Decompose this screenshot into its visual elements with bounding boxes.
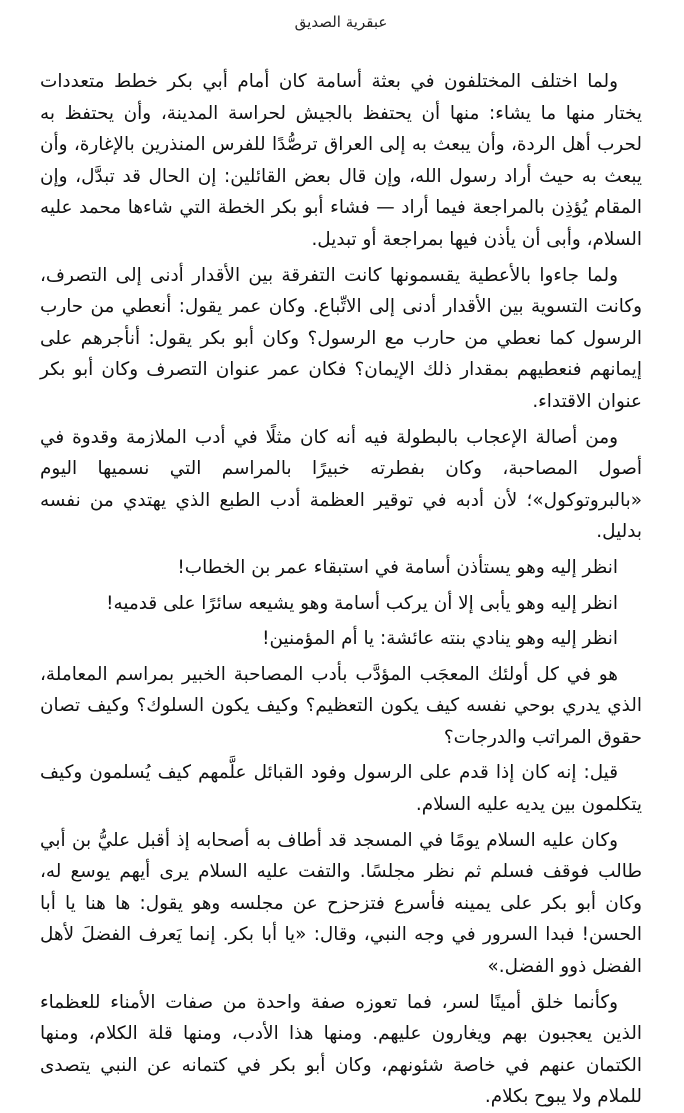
paragraph-look-1: انظر إليه وهو يستأذن أسامة في استبقاء عمر بن الخطاب! — [177, 556, 618, 578]
paragraph-delegations: قيل: إنه كان إذا قدم على الرسول وفود القبائل علَّمهم كيف يُسلمون وكيف يتكلمون بين يديه عليه السلام. — [40, 762, 642, 816]
paragraph-ali-seat: وكان عليه السلام يومًا في المسجد قد أطاف به أصحابه إذ أقبل عليُّ بن أبي طالب فوقف فسلم ثم نظر مجلسًا. والتفت عليه السلام يرى أيهم يوسع له، وكان أبو بكر على يمينه فأسرع فتزحزح عن مجلسه وهو يقول: ها هنا يا أبا الحسن! فبدا السرور في وجه النبي، وقال: «يا أبا بكر. إنما يَعرف الفضلَ لأهل الفضل ذوو الفضل.» — [40, 829, 642, 978]
paragraph-look-2: انظر إليه وهو يأبى إلا أن يركب أسامة وهو يشيعه سائرًا على قدميه! — [106, 592, 618, 614]
paragraph-protocol: ومن أصالة الإعجاب بالبطولة فيه أنه كان مثلًا في أدب الملازمة وقدوة في أصول المصاحبة، وكان بفطرته خبيرًا بالمراسم التي نسميها اليوم «بالبروتوكول»؛ لأن أدبه في توقير العظمة أدب الطبع الذي يهتدي من نفسه بدليل. — [40, 426, 642, 543]
paragraph-look-3: انظر إليه وهو ينادي بنته عائشة: يا أم المؤمنين! — [262, 628, 618, 650]
paragraph-admirer: هو في كل أولئك المعجَب المؤدَّب بأدب المصاحبة الخبير بمراسم المعاملة، الذي يدري بوحي نفسه كيف يكون التعظيم؟ وكيف يكون السلوك؟ وكيف تصان حقوق المراتب والدرجات؟ — [40, 663, 642, 748]
paragraph-secret-keeper: وكأنما خلق أمينًا لسر، فما تعوزه صفة واحدة من صفات الأمناء للعظماء الذين يعجبون بهم ويغارون عليهم. ومنها هذا الأدب، ومنها قلة الكلام، ومنها الكتمان عنهم في خاصة شئونهم، وكان أبو بكر في كتمانه عن النبي يتصدى للملام ولا يبوح بكلام. — [40, 991, 642, 1108]
paragraph-stipends: ولما جاءوا بالأعطية يقسمونها كانت التفرقة بين الأقدار أدنى إلى التصرف، وكانت التسوية بين الأقدار أدنى إلى الاتِّباع. وكان عمر يقول: أنعطي من حارب الرسول كما نعطي من حارب مع الرسول؟ وكان أبو بكر يقول: أنأجرهم على إيمانهم فنعطيهم بمقدار ذلك الإيمان؟ فكان عمر عنوان التصرف وكان أبو بكر عنوان الاقتداء. — [40, 264, 642, 412]
running-header: عبقرية الصديق — [294, 13, 388, 31]
paragraph-usama-mission: ولما اختلف المختلفون في بعثة أسامة كان أمام أبي بكر خطط متعددات يختار منها ما يشاء: منها أن يحتفظ بالجيش لحراسة المدينة، وأن يحتفظ به لحرب أهل الردة، وأن يبعث به إلى العراق ترصُّدًا للفرس المنذرين بالإغارة، وأن يبعث به حيث أراد رسول الله، وإن قال بعض القائلين: إن الحال قد تبدَّل، وإن المقام يُؤذِن بالمراجعة فيما أراد — فشاء أبو بكر الخطة التي شاءها محمد عليه السلام، وأبى أن يأذن فيها بمراجعة أو تبديل. — [40, 71, 642, 250]
body-text — [40, 66, 642, 1113]
